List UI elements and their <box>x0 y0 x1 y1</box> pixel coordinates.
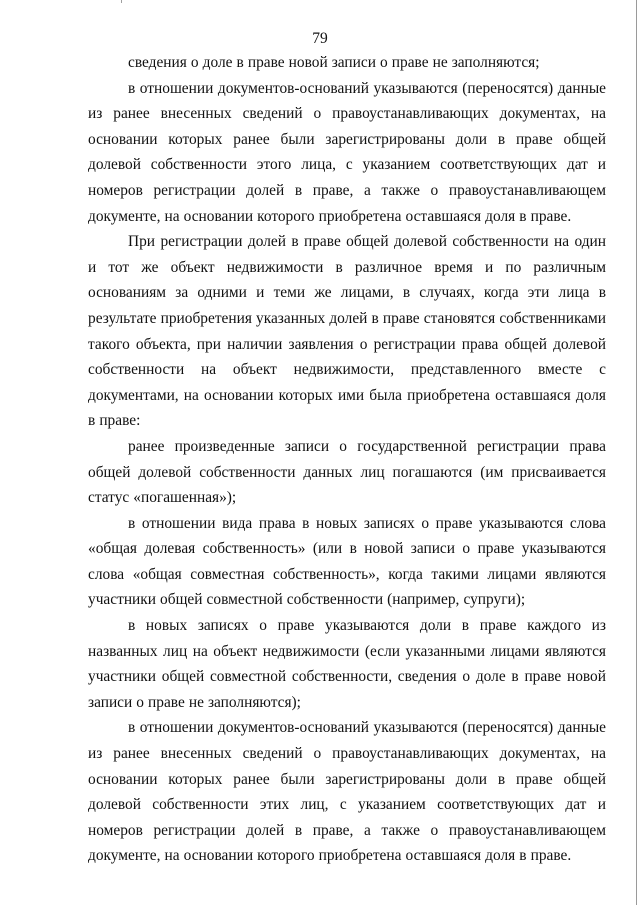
paragraph: ранее произведенные записи о государственной регистрации права общей долевой собственности данных лиц погашаются (им присваивается статус «погашенная»); <box>88 437 606 507</box>
paragraph: в отношении вида права в новых записях о праве указываются слова «общая долевая собственность» (или в новой записи о праве указываются слова «общая совместная собственность», когда такими лицами являются участники общей совместной собственности (например, супруги); <box>88 514 606 609</box>
paragraph: сведения о доле в праве новой записи о праве не заполняются; <box>128 54 540 71</box>
paragraph: в отношении документов-оснований указываются (переносятся) данные из ранее внесенных сведений о правоустанавливающих документах, на основании которых ранее были зарегистрированы доли в праве общей долевой собственности этого лица, с указанием соответствующих дат и номеров регистрации долей в праве, а также о правоустанавливающем документе, на основании которого приобретена оставшаяся доля в праве. <box>88 79 606 225</box>
page-number: 79 <box>312 30 328 47</box>
scan-artifact <box>121 0 122 3</box>
page-edge-line <box>636 0 637 905</box>
paragraph: в новых записях о праве указываются доли в праве каждого из названных лиц на объект недвижимости (если указанными лицами являются участники общей совместной собственности, сведения о доле в праве новой записи о праве не заполняются); <box>88 617 606 711</box>
paragraph: При регистрации долей в праве общей долевой собственности на один и тот же объект недвижимости в различное время и по различным основаниям за одними и теми же лицами, в случаях, когда эти лица в результате приобретения указанных долей в праве становятся собственниками такого объекта, при наличии заявления о регистрации права общей долевой собственности на объект недвижимости, представленного вместе с документами, на основании которых ими была приобретена оставшаяся доля в праве: <box>88 233 606 430</box>
paragraph: в отношении документов-оснований указываются (переносятся) данные из ранее внесенных сведений о правоустанавливающих документах, на основании которых ранее были зарегистрированы доли в праве общей долевой собственности этих лиц, с указанием соответствующих дат и номеров регистрации долей в праве, а также о правоустанавливающем документе, на основании которого приобретена оставшаяся доля в праве. <box>88 719 606 865</box>
document-body <box>88 50 606 869</box>
